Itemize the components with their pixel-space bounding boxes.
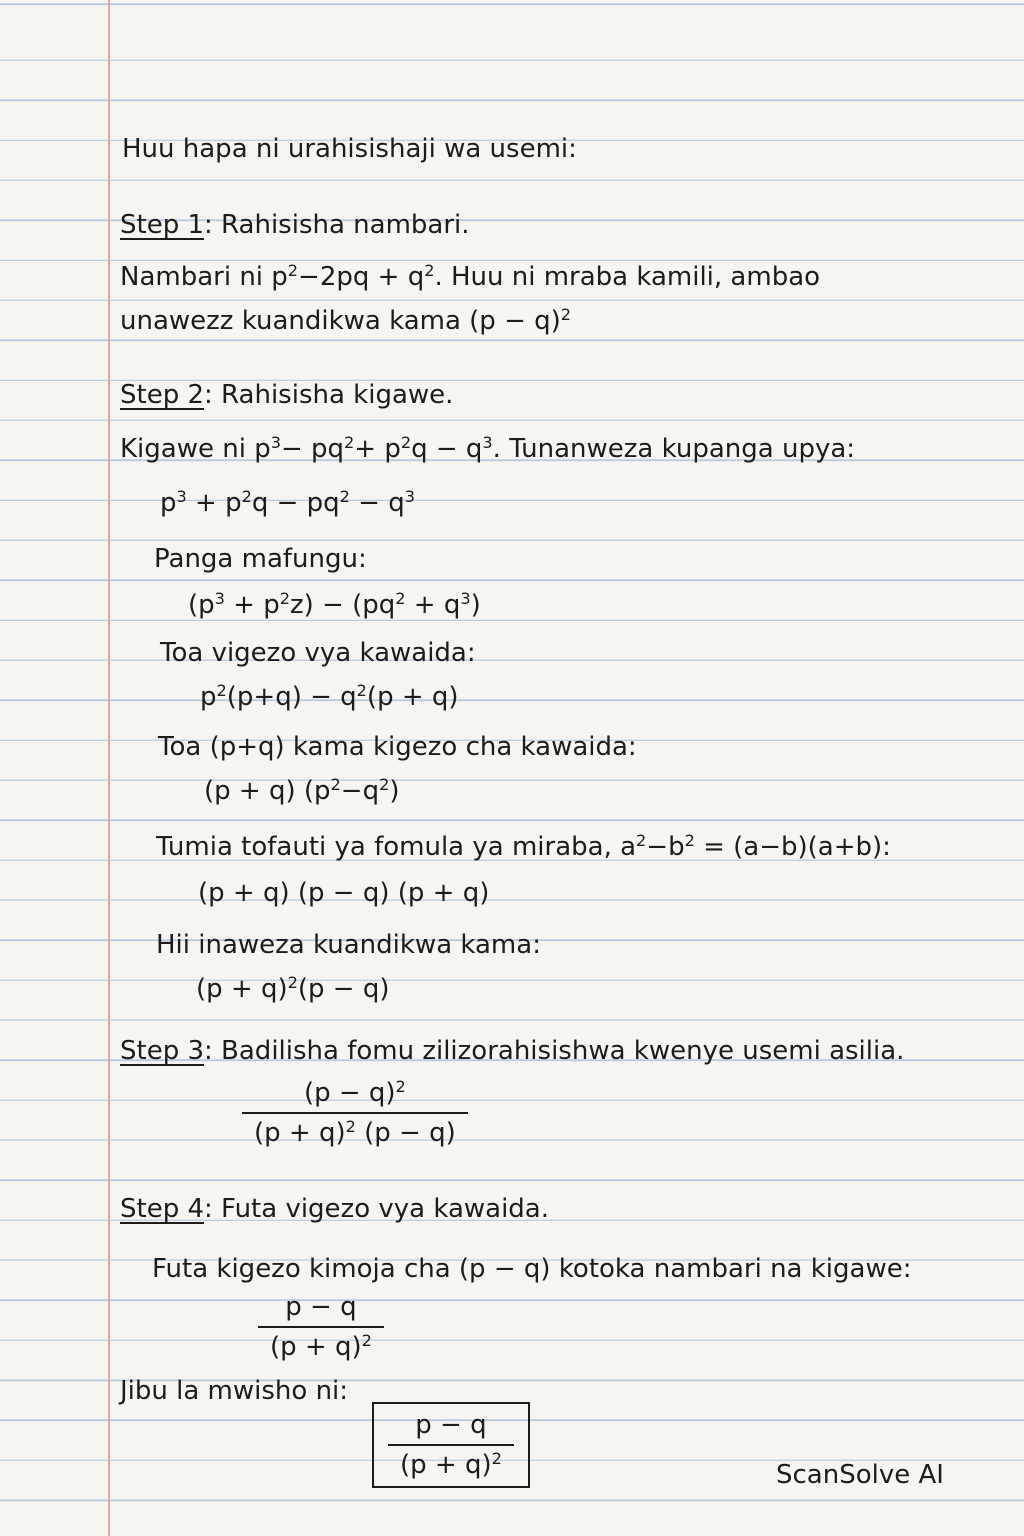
- step3-label: Step 3: [120, 1036, 205, 1066]
- step2-rewrite-expr: $(p + q)^2(p - q)$: [196, 973, 390, 1004]
- step1-text-line1: Nambari ni $p^2-2pq + q^2$. Huu ni mraba kamili, ambao: [120, 261, 821, 292]
- step2-group-label: Panga mafungu:: [154, 544, 367, 574]
- step3-fraction: [242, 1076, 468, 1150]
- step2-label: Step 2: [120, 380, 205, 410]
- step4-fraction: [258, 1290, 384, 1364]
- final-numerator: p − q: [415, 1410, 487, 1440]
- step4-numerator: p − q: [285, 1292, 357, 1322]
- step3-denominator: $(p + q)^2$ (p − q): [254, 1117, 456, 1148]
- step2-intro: Kigawe ni $p^3- pq^2+ p^2q - q^3$. Tunanweza kupanga upya:: [120, 433, 856, 464]
- fraction-bar: [242, 1112, 468, 1114]
- step4-cancel-text: Futa kigezo kimoja cha (p − q) kotoka nambari na kigawe:: [152, 1254, 912, 1284]
- step2-heading: [120, 378, 453, 412]
- step2-common-label: Toa (p+q) kama kigezo cha kawaida:: [158, 732, 637, 762]
- step4-title: : Futa vigezo vya kawaida.: [204, 1194, 549, 1224]
- step4-denominator: $(p + q)^2$: [270, 1331, 372, 1362]
- step2-title: : Rahisisha kigawe.: [204, 380, 454, 410]
- final-label: Jibu la mwisho ni:: [120, 1376, 349, 1406]
- final-answer-box: [372, 1402, 530, 1488]
- final-fraction: [388, 1408, 514, 1482]
- step1-heading: [120, 208, 470, 242]
- step2-diff-result: (p + q) (p − q) (p + q): [198, 878, 490, 908]
- intro-text: Huu hapa ni urahisishaji wa usemi:: [122, 134, 577, 164]
- step2-reorder: $p^3 + p^2q - pq^2 - q^3$: [160, 487, 415, 518]
- fraction-bar: [388, 1444, 514, 1446]
- step1-label: Step 1: [120, 210, 205, 240]
- step2-factor-label: Toa vigezo vya kawaida:: [160, 638, 476, 668]
- step2-factor-expr: $p^2(p+q) - q^2(p + q)$: [200, 681, 459, 712]
- step2-group-expr: $(p^3 + p^2z) - (pq^2 + q^3)$: [188, 589, 481, 620]
- step4-heading: [120, 1192, 549, 1226]
- fraction-bar: [258, 1326, 384, 1328]
- step2-common-expr: (p + q) $(p^2-q^2)$: [204, 775, 400, 806]
- step1-title: : Rahisisha nambari.: [204, 210, 470, 240]
- step1-text-line2: unawezz kuandikwa kama $(p - q)^2$: [120, 305, 572, 336]
- step2-diff-label: Tumia tofauti ya fomula ya miraba, $a^2-b^2 = (a-b)(a+b)$:: [156, 831, 891, 862]
- step2-rewrite-label: Hii inaweza kuandikwa kama:: [156, 930, 541, 960]
- step3-numerator: $(p - q)^2$: [303, 1077, 406, 1108]
- step4-label: Step 4: [120, 1194, 205, 1224]
- brand-watermark: ScanSolve AI: [776, 1460, 944, 1490]
- step3-heading: [120, 1034, 904, 1068]
- notebook-margin-line: [108, 0, 110, 1536]
- final-denominator: $(p + q)^2$: [400, 1449, 502, 1480]
- step3-title: : Badilisha fomu zilizorahisishwa kwenye usemi asilia.: [204, 1036, 905, 1066]
